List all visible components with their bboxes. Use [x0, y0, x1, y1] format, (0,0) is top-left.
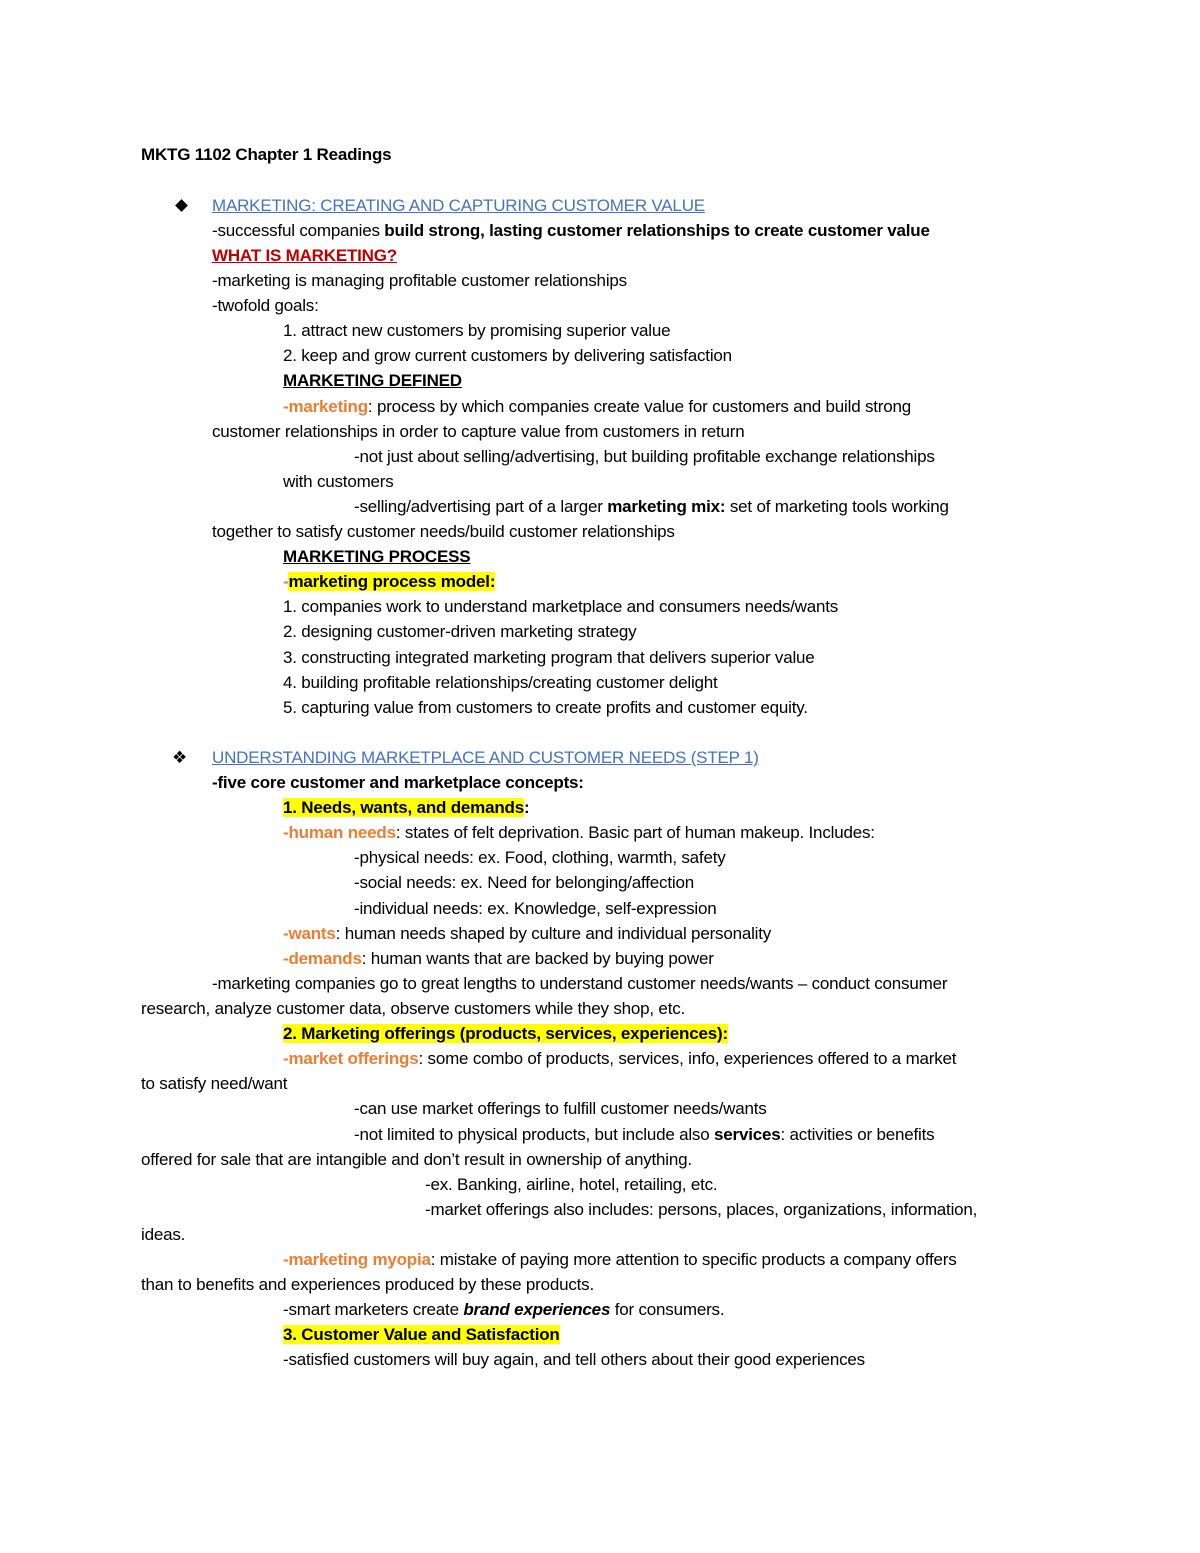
- text-line: -social needs: ex. Need for belonging/affection: [354, 873, 694, 892]
- text-line: -ex. Banking, airline, hotel, retailing, etc.: [425, 1175, 718, 1194]
- text-line: -market offerings also includes: persons, places, organizations, information,: [425, 1200, 978, 1219]
- text-line: -marketing companies go to great lengths to understand customer needs/wants – conduct consumer: [212, 974, 948, 993]
- highlight-line: 2. Marketing offerings (products, services, experiences):: [283, 1024, 728, 1043]
- subheading-marketing-defined: MARKETING DEFINED: [283, 371, 462, 390]
- text-line: offered for sale that are intangible and don’t result in ownership of anything.: [141, 1150, 692, 1169]
- subheading-what-is-marketing: WHAT IS MARKETING?: [212, 246, 397, 265]
- list-item: 2. designing customer-driven marketing strategy: [283, 622, 637, 641]
- text-line: -satisfied customers will buy again, and tell others about their good experiences: [283, 1350, 865, 1369]
- text-line: -smart marketers create brand experiences for consumers.: [283, 1300, 725, 1319]
- definition-line: -human needs: states of felt deprivation. Basic part of human makeup. Includes:: [283, 823, 875, 842]
- definition-line: -market offerings: some combo of products, services, info, experiences offered to a market: [283, 1049, 957, 1068]
- text-line: -individual needs: ex. Knowledge, self-expression: [354, 899, 717, 918]
- list-item: 1. companies work to understand marketplace and consumers needs/wants: [283, 597, 839, 616]
- text-line: together to satisfy customer needs/build customer relationships: [212, 522, 675, 541]
- list-item: 4. building profitable relationships/creating customer delight: [283, 673, 718, 692]
- four-diamond-bullet-icon: ❖: [172, 748, 188, 768]
- diamond-bullet-icon: [175, 199, 188, 212]
- text-line: -selling/advertising part of a larger marketing mix: set of marketing tools working: [354, 497, 949, 516]
- subheading-marketing-process: MARKETING PROCESS: [283, 547, 471, 566]
- text-line: -marketing is managing profitable customer relationships: [212, 271, 627, 290]
- list-item: 3. constructing integrated marketing program that delivers superior value: [283, 648, 815, 667]
- text-line: -successful companies build strong, lasting customer relationships to create customer value: [212, 221, 930, 240]
- document-title: MKTG 1102 Chapter 1 Readings: [141, 145, 392, 164]
- highlight-line: 1. Needs, wants, and demands:: [283, 798, 530, 817]
- definition-line: -wants: human needs shaped by culture and individual personality: [283, 924, 772, 943]
- text-line: -not just about selling/advertising, but building profitable exchange relationships: [354, 447, 935, 466]
- text-line: -twofold goals:: [212, 296, 319, 315]
- definition-line: -demands: human wants that are backed by buying power: [283, 949, 714, 968]
- text-line: to satisfy need/want: [141, 1074, 288, 1093]
- list-item: 5. capturing value from customers to create profits and customer equity.: [283, 698, 808, 717]
- highlight-line: 3. Customer Value and Satisfaction: [283, 1325, 560, 1344]
- list-item: 1. attract new customers by promising superior value: [283, 321, 671, 340]
- text-line: -can use market offerings to fulfill customer needs/wants: [354, 1099, 767, 1118]
- text-line: with customers: [283, 472, 394, 491]
- definition-line: -marketing myopia: mistake of paying more attention to specific products a company offers: [283, 1250, 957, 1269]
- text-line: -physical needs: ex. Food, clothing, warmth, safety: [354, 848, 726, 867]
- text-line: research, analyze customer data, observe customers while they shop, etc.: [141, 999, 686, 1018]
- text-line: ideas.: [141, 1225, 186, 1244]
- section-heading-marketing: MARKETING: CREATING AND CAPTURING CUSTOMER VALUE: [212, 196, 705, 215]
- highlight-line: -marketing process model:: [283, 572, 496, 591]
- text-line: -not limited to physical products, but include also services: activities or benefits: [354, 1125, 935, 1144]
- section-heading-understanding: UNDERSTANDING MARKETPLACE AND CUSTOMER NEEDS (STEP 1): [212, 748, 759, 767]
- text-line: than to benefits and experiences produced by these products.: [141, 1275, 594, 1294]
- definition-line: -marketing: process by which companies create value for customers and build strong: [283, 397, 912, 416]
- text-line: -five core customer and marketplace concepts:: [212, 773, 584, 792]
- list-item: 2. keep and grow current customers by delivering satisfaction: [283, 346, 732, 365]
- text-line: customer relationships in order to capture value from customers in return: [212, 422, 745, 441]
